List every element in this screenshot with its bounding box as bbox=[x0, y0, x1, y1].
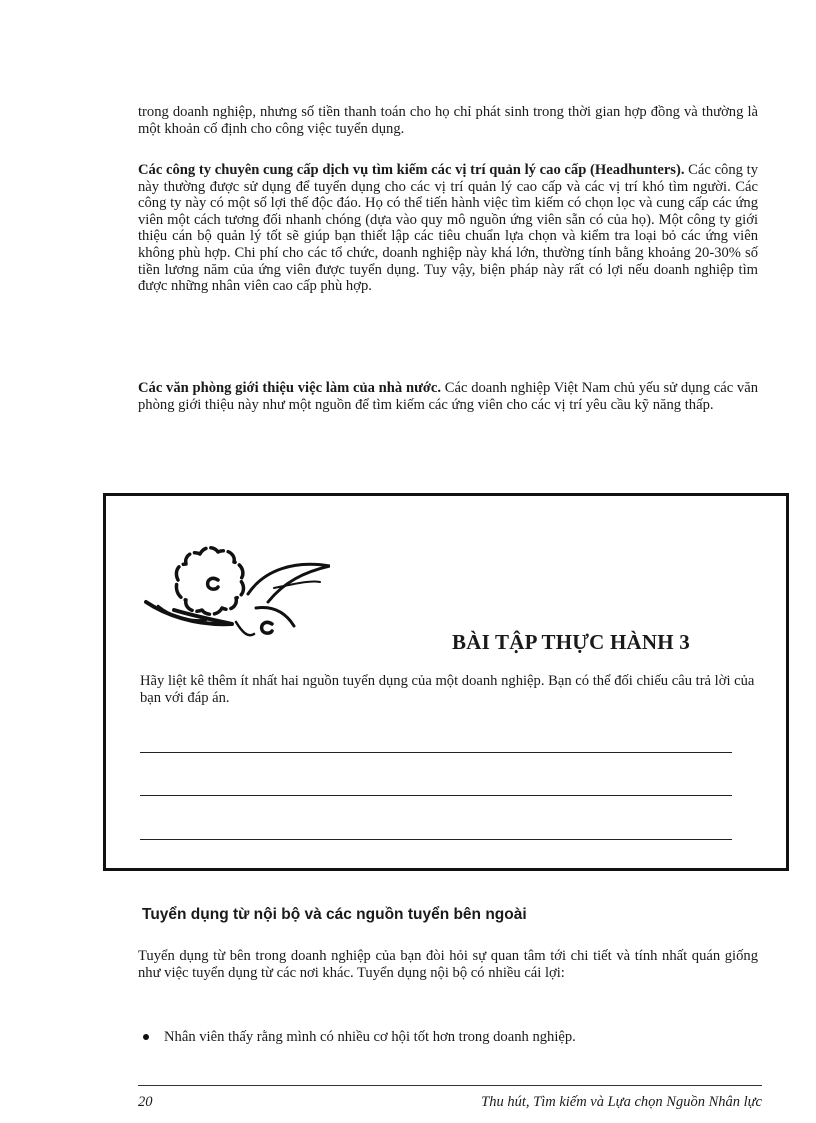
footer-divider bbox=[138, 1085, 762, 1086]
state-offices-body: Các doanh nghiệp Việt Nam chủ yếu sử dụng các văn phòng giới thiệu này như một nguồn để tìm kiếm các ứng viên cho các vị trí yêu cầu kỹ năng thấp. bbox=[138, 380, 758, 413]
bullet-text: Nhân viên thấy rằng mình có nhiều cơ hội tốt hơn trong doanh nghiệp. bbox=[164, 1029, 576, 1045]
flower-sketch-icon bbox=[144, 522, 330, 648]
headhunters-body: Các công ty này thường được sử dụng để tuyển dụng cho các vị trí quản lý cao cấp và các vị trí khó tìm người. Các công ty này có một số lợi thế độc đáo. Họ có thể tiến hành việc tìm kiếm có chọn lọc và cung cấp các ứng viên một cách tương đối nhanh chóng (dựa vào quy mô nguồn ứng viên sẵn có của họ). Một công ty giới thiệu cán bộ quản lý tốt sẽ giúp bạn thiết lập các tiêu chuẩn lựa chọn và kiểm tra loại bỏ các ứng viên không phù hợp. Chi phí cho các tổ chức, doanh nghiệp này khá lớn, thường tính bằng khoảng 20-30% số tiền lương năm của ứng viên được tuyển dụng. Tuy vậy, biện pháp này rất có lợi nếu doanh nghiệp tìm được những nhân viên cao cấp phù hợp. bbox=[138, 162, 758, 295]
footer-book-title: Thu hút, Tìm kiếm và Lựa chọn Nguồn Nhân lực bbox=[481, 1094, 762, 1110]
section-heading: Tuyển dụng từ nội bộ và các nguồn tuyển bên ngoài bbox=[142, 906, 527, 923]
answer-line-1[interactable] bbox=[140, 752, 732, 753]
exercise-title: BÀI TẬP THỰC HÀNH 3 bbox=[452, 630, 690, 654]
exercise-prompt: Hãy liệt kê thêm ít nhất hai nguồn tuyển dụng của một doanh nghiệp. Bạn có thể đối chiếu câu trả lời của bạn với đáp án. bbox=[140, 673, 755, 706]
intro-paragraph: trong doanh nghiệp, nhưng số tiền thanh toán cho họ chỉ phát sinh trong thời gian hợp đồng và thường là một khoản cố định cho công việc tuyển dụng. bbox=[138, 104, 758, 137]
state-offices-paragraph bbox=[138, 380, 758, 413]
state-offices-lead: Các văn phòng giới thiệu việc làm của nhà nước. bbox=[138, 380, 442, 396]
headhunters-lead: Các công ty chuyên cung cấp dịch vụ tìm kiếm các vị trí quản lý cao cấp (Headhunters). bbox=[138, 162, 685, 178]
exercise-box bbox=[103, 493, 789, 871]
answer-line-2[interactable] bbox=[140, 795, 732, 796]
answer-line-3[interactable] bbox=[140, 839, 732, 840]
footer-page-number: 20 bbox=[138, 1094, 153, 1110]
bullet-icon bbox=[143, 1034, 149, 1040]
list-item bbox=[143, 1029, 576, 1046]
headhunters-paragraph bbox=[138, 162, 758, 295]
section-paragraph: Tuyển dụng từ bên trong doanh nghiệp của bạn đòi hỏi sự quan tâm tới chi tiết và tính nhất quán giống như việc tuyển dụng từ các nơi khác. Tuyển dụng nội bộ có nhiều cái lợi: bbox=[138, 948, 758, 981]
